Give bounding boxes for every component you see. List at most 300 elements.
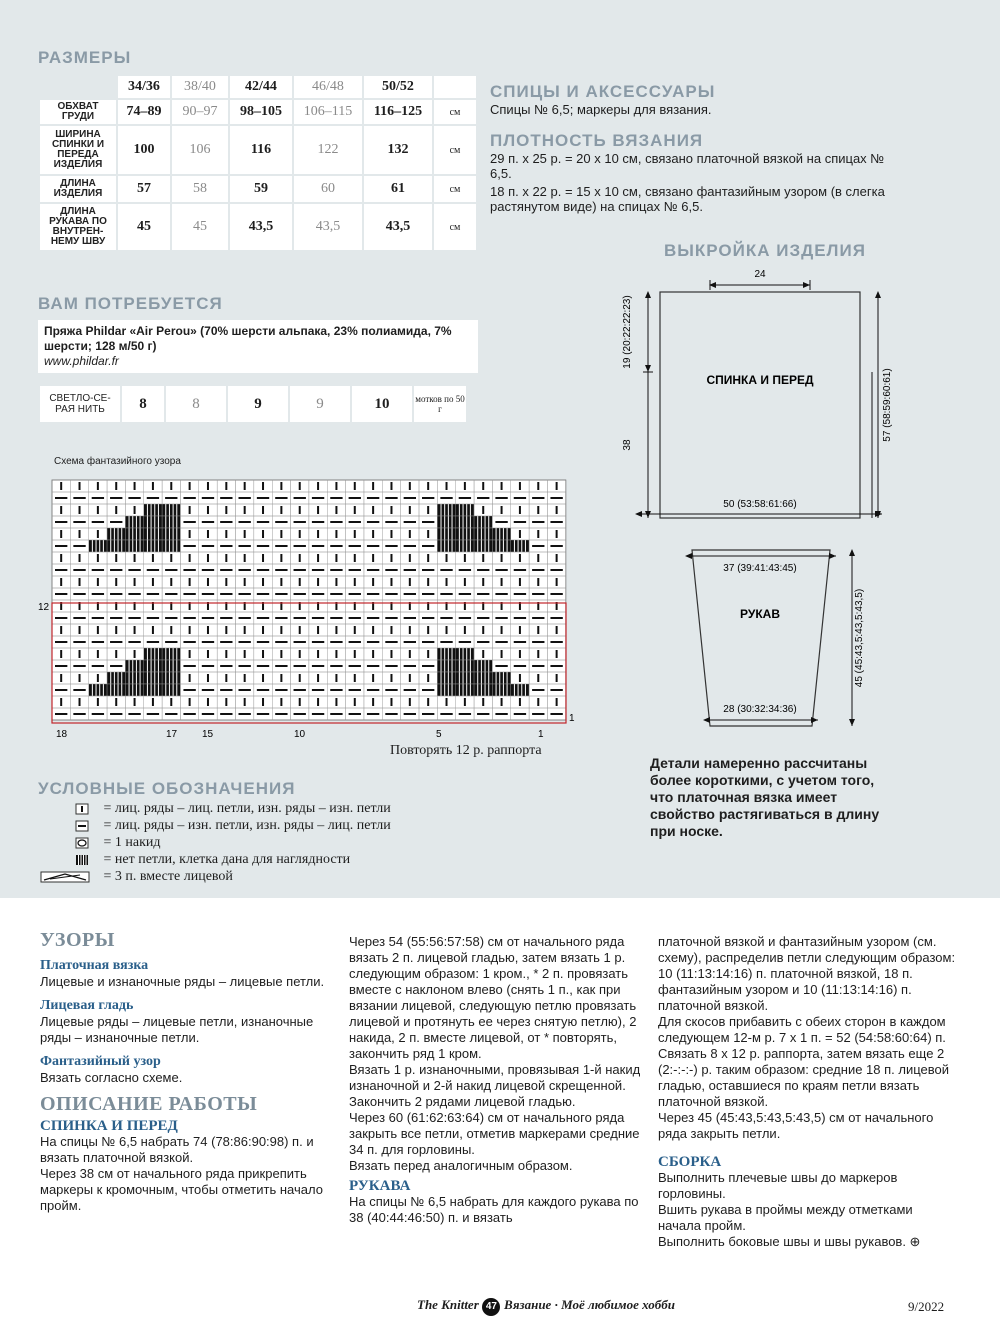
knit-mark bbox=[299, 530, 301, 538]
purl-mark bbox=[239, 713, 251, 715]
knit-mark bbox=[317, 506, 319, 514]
purl-mark bbox=[73, 569, 85, 571]
pattern-3-title: Фантазийный узор bbox=[40, 1054, 161, 1069]
purl-mark bbox=[147, 713, 159, 715]
knit-mark bbox=[189, 506, 191, 514]
chart-title: Схема фантазийного узора bbox=[54, 456, 181, 467]
purl-mark bbox=[202, 665, 214, 667]
knit-mark bbox=[60, 698, 62, 706]
purl-mark bbox=[312, 569, 324, 571]
knit-mark bbox=[225, 506, 227, 514]
total-length-label: 57 (58:59:60:61) bbox=[882, 368, 893, 442]
knit-mark bbox=[225, 650, 227, 658]
knit-mark bbox=[79, 626, 81, 634]
no-stitch-cell bbox=[144, 660, 162, 672]
purl-mark bbox=[239, 641, 251, 643]
lower-length-label: 38 bbox=[622, 439, 633, 451]
purl-mark bbox=[550, 665, 562, 667]
instruction-text: Через 54 (55:56:57:58) см от начального ряда вязать 2 п. лицевой гладью, затем вязать 1 р. следующим образом: 1 кром., * 2 п. провязать вместе с наклоном влево (снять 1 п., как при вязании лицевой, следующую петлю провязать лицевой и протянуть ее через снятую петлю), 2 накида, 2 п. вместе лицевой, от * повторять, закончить ряд 1 кром. bbox=[349, 934, 637, 1061]
top-width-label: 24 bbox=[754, 269, 766, 280]
knit-mark bbox=[446, 578, 448, 586]
instruction-text: платочной вязкой и фантазийным узором (см. схему), распределив петли следующим образом: 10 (11:13:14:16) п. платочной вязкой, 18 п. фантазийным узором и 10 (11:13:14:16) п. платочной вязкой. bbox=[658, 934, 956, 1013]
purl-mark bbox=[550, 617, 562, 619]
knit-mark bbox=[354, 506, 356, 514]
purl-mark bbox=[385, 641, 397, 643]
body-label: СПИНКА И ПЕРЕД bbox=[706, 373, 814, 387]
purl-mark bbox=[422, 617, 434, 619]
instruction-text: Выполнить плечевые швы до маркеров горловины. bbox=[658, 1170, 898, 1201]
purl-mark bbox=[349, 497, 361, 499]
knit-mark bbox=[519, 578, 521, 586]
no-stitch-cell bbox=[456, 504, 474, 516]
back-front-title: СПИНКА И ПЕРЕД bbox=[40, 1118, 178, 1134]
purl-mark bbox=[257, 713, 269, 715]
needles-text: Спицы № 6,5; маркеры для вязания. bbox=[490, 102, 712, 117]
knit-mark bbox=[390, 674, 392, 682]
purl-mark bbox=[367, 521, 379, 523]
column-3 bbox=[658, 934, 958, 1250]
purl-mark bbox=[532, 641, 544, 643]
knit-mark bbox=[79, 506, 81, 514]
size-cell: 122 bbox=[294, 126, 362, 174]
knit-mark bbox=[372, 674, 374, 682]
knit-mark bbox=[482, 650, 484, 658]
purl-mark bbox=[55, 665, 67, 667]
purl-mark bbox=[330, 521, 342, 523]
knit-mark bbox=[134, 650, 136, 658]
purl-mark bbox=[183, 617, 195, 619]
no-stitch-cell bbox=[162, 660, 180, 672]
size-header: 50/52 bbox=[364, 76, 432, 98]
knit-mark bbox=[335, 578, 337, 586]
knit-mark bbox=[427, 554, 429, 562]
col-label: 18 bbox=[56, 729, 68, 740]
purl-mark bbox=[349, 521, 361, 523]
purl-mark bbox=[312, 689, 324, 691]
purl-mark bbox=[385, 545, 397, 547]
knit-mark bbox=[354, 554, 356, 562]
purl-mark bbox=[92, 713, 104, 715]
knit-mark bbox=[519, 554, 521, 562]
purl-mark bbox=[550, 593, 562, 595]
purl-mark bbox=[73, 497, 85, 499]
knit-mark bbox=[501, 626, 503, 634]
qty-cell: 8 bbox=[122, 386, 164, 422]
size-cell: 58 bbox=[172, 176, 228, 202]
knit-mark bbox=[501, 506, 503, 514]
no-stitch-cell bbox=[89, 684, 107, 696]
no-stitch-cell bbox=[474, 660, 492, 672]
legend-item: = лиц. ряды – лиц. петли, изн. ряды – изн. петли bbox=[40, 801, 391, 817]
knit-mark bbox=[335, 626, 337, 634]
purl-mark bbox=[239, 617, 251, 619]
knit-mark bbox=[244, 650, 246, 658]
knit-mark bbox=[335, 530, 337, 538]
knit-mark bbox=[225, 578, 227, 586]
knit-mark bbox=[372, 578, 374, 586]
purl-mark bbox=[55, 545, 67, 547]
work-title: ОПИСАНИЕ РАБОТЫ bbox=[40, 1093, 258, 1115]
knit-mark bbox=[519, 674, 521, 682]
purl-mark bbox=[532, 617, 544, 619]
knit-mark bbox=[390, 698, 392, 706]
knit-mark bbox=[409, 554, 411, 562]
knit-mark bbox=[519, 698, 521, 706]
no-stitch-cell bbox=[125, 516, 143, 528]
knit-mark bbox=[409, 650, 411, 658]
knit-mark bbox=[280, 554, 282, 562]
knit-mark bbox=[335, 506, 337, 514]
knit-mark bbox=[60, 626, 62, 634]
no-stitch-cell bbox=[144, 684, 162, 696]
knit-mark bbox=[501, 554, 503, 562]
purl-mark bbox=[220, 569, 232, 571]
knit-mark bbox=[335, 554, 337, 562]
knit-mark bbox=[537, 482, 539, 490]
purl-mark bbox=[92, 521, 104, 523]
purl-mark bbox=[514, 521, 526, 523]
purl-mark bbox=[183, 593, 195, 595]
knit-mark bbox=[427, 482, 429, 490]
row-label-top: 12 bbox=[38, 602, 50, 613]
knit-mark bbox=[409, 506, 411, 514]
no-stitch-cell bbox=[144, 648, 162, 660]
purl-mark bbox=[202, 713, 214, 715]
no-stitch-cell bbox=[492, 684, 510, 696]
knit-mark bbox=[482, 482, 484, 490]
column-2 bbox=[349, 934, 644, 1226]
size-cell: 106–115 bbox=[294, 100, 362, 124]
knit-mark bbox=[427, 626, 429, 634]
legend-item: = 3 п. вместе лицевой bbox=[40, 869, 233, 885]
purl-mark bbox=[532, 689, 544, 691]
no-stitch-cell bbox=[474, 684, 492, 696]
purl-mark bbox=[532, 665, 544, 667]
purl-mark bbox=[495, 497, 507, 499]
purl-mark bbox=[514, 641, 526, 643]
purl-mark bbox=[440, 641, 452, 643]
knit-mark bbox=[299, 506, 301, 514]
purl-mark bbox=[312, 617, 324, 619]
knit-mark bbox=[427, 506, 429, 514]
knit-mark bbox=[482, 698, 484, 706]
knit-mark bbox=[537, 578, 539, 586]
purl-mark bbox=[404, 713, 416, 715]
purl-mark bbox=[495, 593, 507, 595]
knit-mark bbox=[79, 578, 81, 586]
pattern-2-text: Лицевые ряды – лицевые петли, изнаночные ряды – изнаночные петли. bbox=[40, 1014, 314, 1045]
knit-mark bbox=[60, 650, 62, 658]
no-stitch-cell bbox=[144, 672, 162, 684]
knit-mark bbox=[170, 698, 172, 706]
purl-mark bbox=[385, 521, 397, 523]
knit-mark bbox=[427, 650, 429, 658]
purl-mark bbox=[367, 713, 379, 715]
purl-mark bbox=[422, 689, 434, 691]
knit-mark bbox=[244, 482, 246, 490]
purl-mark bbox=[404, 665, 416, 667]
knit-mark bbox=[262, 554, 264, 562]
purl-mark bbox=[532, 545, 544, 547]
purl-mark bbox=[55, 713, 67, 715]
sleeve-piece bbox=[692, 550, 830, 726]
qty-cell: 9 bbox=[290, 386, 350, 422]
back-front-text: На спицы № 6,5 набрать 74 (78:86:90:98) п. и вязать платочной вязкой. bbox=[40, 1134, 314, 1165]
purl-mark bbox=[73, 617, 85, 619]
purl-mark bbox=[275, 641, 287, 643]
purl-mark bbox=[128, 497, 140, 499]
col-label: 10 bbox=[294, 729, 306, 740]
purl-mark bbox=[385, 689, 397, 691]
purl-mark bbox=[404, 617, 416, 619]
purl-mark bbox=[294, 593, 306, 595]
no-stitch-cell bbox=[474, 672, 492, 684]
knit-mark bbox=[427, 578, 429, 586]
knit-mark bbox=[354, 674, 356, 682]
knit-mark bbox=[189, 626, 191, 634]
knit-mark bbox=[170, 554, 172, 562]
purl-mark bbox=[349, 689, 361, 691]
knit-mark bbox=[280, 530, 282, 538]
no-stitch-cell bbox=[144, 540, 162, 552]
knit-mark bbox=[372, 506, 374, 514]
knit-mark bbox=[519, 530, 521, 538]
purl-mark bbox=[367, 689, 379, 691]
purl-mark bbox=[495, 713, 507, 715]
purl-mark bbox=[55, 521, 67, 523]
sleeve-bottom-label: 28 (30:32:34:36) bbox=[723, 704, 797, 715]
purl-mark bbox=[275, 569, 287, 571]
knit-mark bbox=[556, 554, 558, 562]
no-stitch-cell bbox=[437, 672, 455, 684]
knit-mark bbox=[556, 506, 558, 514]
knit-mark bbox=[317, 554, 319, 562]
purl-mark bbox=[110, 617, 122, 619]
row-label: ДЛИНА РУКАВА ПО ВНУТРЕН-НЕМУ ШВУ bbox=[40, 204, 116, 250]
purl-mark bbox=[183, 545, 195, 547]
knit-mark bbox=[556, 698, 558, 706]
no-stitch-cell bbox=[144, 528, 162, 540]
purl-mark bbox=[532, 521, 544, 523]
purl-mark bbox=[92, 641, 104, 643]
knit-mark bbox=[244, 506, 246, 514]
no-stitch-cell bbox=[107, 684, 125, 696]
row-label: ШИРИНА СПИНКИ И ПЕРЕДА ИЗДЕЛИЯ bbox=[40, 126, 116, 174]
purl-mark bbox=[55, 689, 67, 691]
knit-mark bbox=[299, 698, 301, 706]
knit-mark bbox=[390, 482, 392, 490]
purl-mark bbox=[440, 617, 452, 619]
knit-mark bbox=[537, 674, 539, 682]
purl-mark bbox=[404, 641, 416, 643]
knit-mark bbox=[189, 698, 191, 706]
purl-mark bbox=[220, 593, 232, 595]
purl-mark bbox=[294, 617, 306, 619]
knit-mark bbox=[390, 650, 392, 658]
purl-mark bbox=[385, 569, 397, 571]
knit-mark bbox=[79, 482, 81, 490]
knit-mark bbox=[207, 578, 209, 586]
purl-mark bbox=[495, 521, 507, 523]
purl-mark bbox=[330, 497, 342, 499]
knit-mark bbox=[354, 482, 356, 490]
purl-mark bbox=[514, 569, 526, 571]
purl-mark bbox=[477, 617, 489, 619]
purl-mark bbox=[165, 569, 177, 571]
knit-mark bbox=[97, 626, 99, 634]
col-label: 15 bbox=[202, 729, 214, 740]
knit-mark bbox=[225, 530, 227, 538]
unit-cell: см bbox=[434, 204, 476, 250]
qty-cell: 9 bbox=[228, 386, 288, 422]
knit-mark bbox=[280, 650, 282, 658]
knit-mark bbox=[280, 506, 282, 514]
knit-mark bbox=[390, 530, 392, 538]
purl-mark bbox=[165, 497, 177, 499]
purl-mark bbox=[73, 593, 85, 595]
purl-mark bbox=[257, 593, 269, 595]
pattern-1-text: Лицевые и изнаночные ряды – лицевые петли. bbox=[40, 974, 325, 989]
size-cell: 43,5 bbox=[364, 204, 432, 250]
knit-mark bbox=[501, 698, 503, 706]
knit-mark bbox=[354, 578, 356, 586]
no-stitch-cell bbox=[437, 660, 455, 672]
no-stitch-cell bbox=[511, 684, 529, 696]
knit-mark bbox=[152, 698, 154, 706]
sleeve-top-label: 37 (39:41:43:45) bbox=[723, 563, 797, 574]
purl-mark bbox=[367, 593, 379, 595]
purl-mark bbox=[349, 641, 361, 643]
sleeves-title: РУКАВА bbox=[349, 1178, 411, 1194]
knit-mark bbox=[134, 482, 136, 490]
no-stitch-cell bbox=[125, 540, 143, 552]
knit-mark bbox=[97, 650, 99, 658]
purl-mark bbox=[349, 713, 361, 715]
knit-mark bbox=[115, 626, 117, 634]
yarn-box bbox=[38, 320, 478, 373]
purl-mark bbox=[128, 593, 140, 595]
purl-mark bbox=[349, 569, 361, 571]
purl-mark bbox=[330, 545, 342, 547]
purl-mark bbox=[110, 497, 122, 499]
knit-mark bbox=[409, 578, 411, 586]
knit-mark bbox=[317, 482, 319, 490]
purl-mark bbox=[275, 545, 287, 547]
knit-mark bbox=[427, 674, 429, 682]
purl-mark bbox=[239, 665, 251, 667]
knit-mark bbox=[280, 578, 282, 586]
knit-mark bbox=[372, 530, 374, 538]
purl-mark bbox=[367, 569, 379, 571]
knit-mark bbox=[556, 578, 558, 586]
purl-mark bbox=[459, 569, 471, 571]
knit-mark bbox=[115, 482, 117, 490]
no-stitch-cell bbox=[162, 672, 180, 684]
knit-mark bbox=[262, 626, 264, 634]
knit-mark bbox=[207, 674, 209, 682]
purl-mark bbox=[92, 569, 104, 571]
quantity-table bbox=[38, 384, 468, 424]
purl-mark bbox=[367, 617, 379, 619]
knit-mark bbox=[556, 530, 558, 538]
purl-mark bbox=[92, 617, 104, 619]
purl-mark bbox=[532, 497, 544, 499]
no-stitch-cell bbox=[162, 504, 180, 516]
purl-mark bbox=[459, 497, 471, 499]
purl-mark bbox=[202, 545, 214, 547]
instruction-text: На спицы № 6,5 набрать для каждого рукава по 38 (40:44:46:50) п. и вязать bbox=[349, 1194, 639, 1225]
no-stitch-cell bbox=[437, 540, 455, 552]
purl-mark bbox=[257, 641, 269, 643]
sizes-title: РАЗМЕРЫ bbox=[38, 48, 132, 67]
purl-mark bbox=[257, 569, 269, 571]
knit-mark bbox=[464, 554, 466, 562]
instruction-text: Через 60 (61:62:63:64) см от начального ряда закрыть все петли, отметив маркерами средние 34 п. для горловины. bbox=[349, 1110, 640, 1157]
knit-mark bbox=[262, 650, 264, 658]
knit-mark bbox=[519, 650, 521, 658]
knit-mark bbox=[152, 578, 154, 586]
knit-mark bbox=[409, 698, 411, 706]
size-cell: 100 bbox=[118, 126, 170, 174]
unit-cell: см bbox=[434, 126, 476, 174]
purl-mark bbox=[330, 617, 342, 619]
purl-mark bbox=[294, 521, 306, 523]
knit-mark bbox=[446, 698, 448, 706]
knit-mark bbox=[501, 578, 503, 586]
no-stitch-icon bbox=[40, 854, 100, 866]
purl-mark bbox=[73, 521, 85, 523]
purl-mark bbox=[165, 593, 177, 595]
knit-mark bbox=[207, 626, 209, 634]
size-cell: 61 bbox=[364, 176, 432, 202]
instruction-text: Закончить 2 рядами лицевой гладью. bbox=[349, 1094, 576, 1109]
size-cell: 132 bbox=[364, 126, 432, 174]
knit-mark bbox=[537, 698, 539, 706]
knit-mark bbox=[372, 650, 374, 658]
size-cell: 45 bbox=[172, 204, 228, 250]
purl-mark bbox=[55, 497, 67, 499]
purl-mark bbox=[257, 521, 269, 523]
purl-mark bbox=[367, 641, 379, 643]
knit-symbol-icon bbox=[40, 803, 100, 815]
knit-mark bbox=[556, 674, 558, 682]
sleeve-length-label: 45 (45:43,5:43,5:43,5) bbox=[854, 588, 865, 688]
knit-mark bbox=[464, 698, 466, 706]
no-stitch-cell bbox=[492, 540, 510, 552]
purl-mark bbox=[147, 569, 159, 571]
no-stitch-cell bbox=[437, 504, 455, 516]
purl-mark bbox=[110, 641, 122, 643]
knit-mark bbox=[537, 530, 539, 538]
knit-mark bbox=[390, 578, 392, 586]
purl-mark bbox=[514, 593, 526, 595]
yarn-url: www.phildar.fr bbox=[44, 354, 119, 368]
purl-mark bbox=[404, 497, 416, 499]
purl-mark bbox=[312, 713, 324, 715]
purl-mark bbox=[514, 665, 526, 667]
purl-mark bbox=[422, 713, 434, 715]
knit-mark bbox=[317, 626, 319, 634]
knit-mark bbox=[244, 578, 246, 586]
knit-mark bbox=[207, 506, 209, 514]
knit-mark bbox=[115, 578, 117, 586]
repeat-note: Повторять 12 р. раппорта bbox=[390, 743, 542, 758]
knit-mark bbox=[170, 626, 172, 634]
purl-mark bbox=[294, 545, 306, 547]
purl-mark bbox=[128, 641, 140, 643]
pattern-schematic bbox=[600, 260, 990, 740]
col-label: 17 bbox=[166, 729, 178, 740]
